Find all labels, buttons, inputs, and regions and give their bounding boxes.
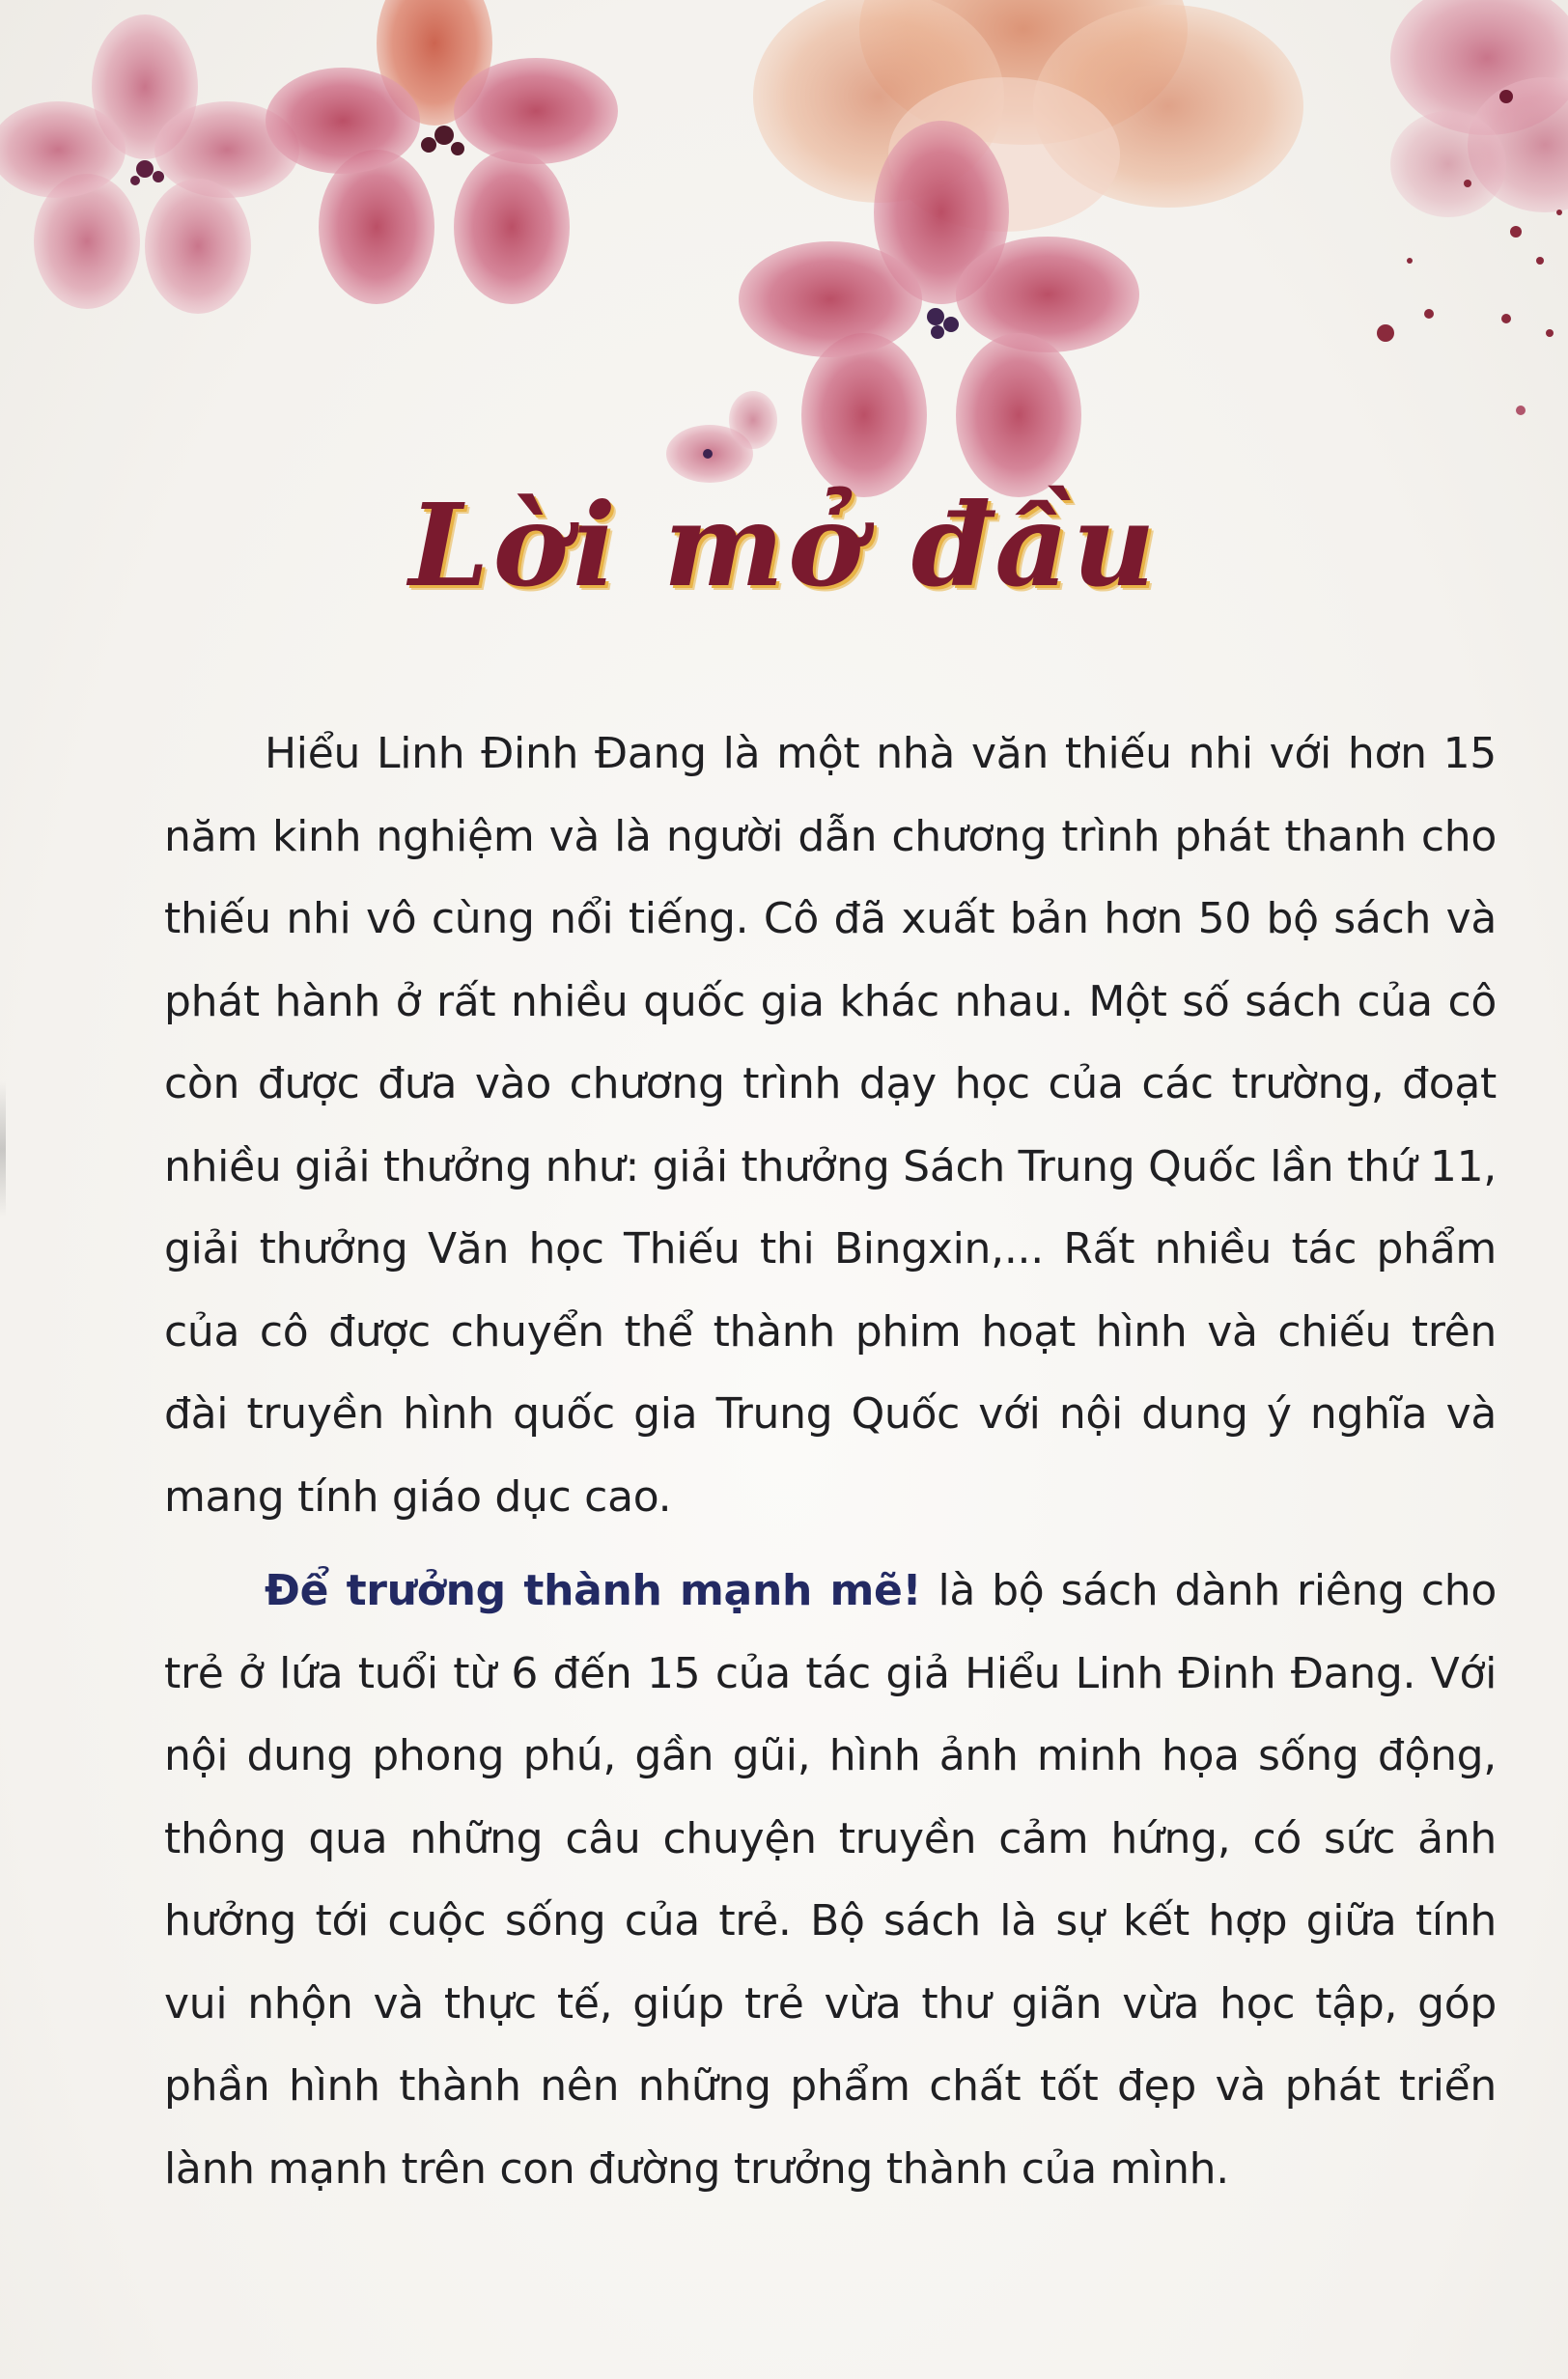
paint-splatter: [1377, 180, 1562, 415]
peach-flower: [753, 0, 1303, 232]
series-title-emphasis: Để trưởng thành mạnh mẽ!: [265, 1566, 922, 1615]
paragraph-text: Hiểu Linh Đinh Đang là một nhà văn thiếu nhi với hơn 15 năm kinh nghiệm và là người dẫn chương trình phát thanh cho thiếu nhi vô cùng nổi tiếng. Cô đã xuất bản hơn 50 bộ sách và phát hành ở rất nhiều quốc gia khác nhau. Một số sách của cô còn được đưa vào chương trình dạy học của các trường, đoạt nhiều giải thưởng như: giải thưởng Sách Trung Quốc lần thứ 11, giải thưởng Văn học Thiếu thi Bingxin,... Rất nhiều tác phẩm của cô được chuyển thể thành phim hoạt hình và chiếu trên đài truyền hình quốc gia Trung Quốc với nội dung ý nghĩa và mang tính giáo dục cao.: [164, 729, 1497, 1522]
pink-flower: [0, 14, 299, 314]
paragraph-series: [164, 1550, 1497, 2210]
paragraph-text: là bộ sách dành riêng cho trẻ ở lứa tuổi từ 6 đến 15 của tác giả Hiểu Linh Đinh Đang. Với nội dung phong phú, gần gũi, hình ảnh minh họa sống động, thông qua những câu chuyện truyền cảm hứng, có sức ảnh hưởng tới cuộc sống của trẻ. Bộ sách là sự kết hợp giữa tính vui nhộn và thực tế, giúp trẻ vừa thư giãn vừa học tập, góp phần hình thành nên những phẩm chất tốt đẹp và phát triển lành mạnh trên con đường trưởng thành của mình.: [164, 1566, 1497, 2194]
page-title: Lời mở đầu: [408, 478, 1160, 612]
flower-bud: [666, 391, 777, 483]
red-flower: [266, 0, 618, 304]
pink-flower: [1390, 0, 1568, 217]
body-text: [164, 713, 1497, 2210]
paragraph-intro: [164, 713, 1497, 1538]
page-edge-shadow: [0, 1081, 6, 1217]
watercolor-flowers-illustration: [0, 0, 1568, 521]
